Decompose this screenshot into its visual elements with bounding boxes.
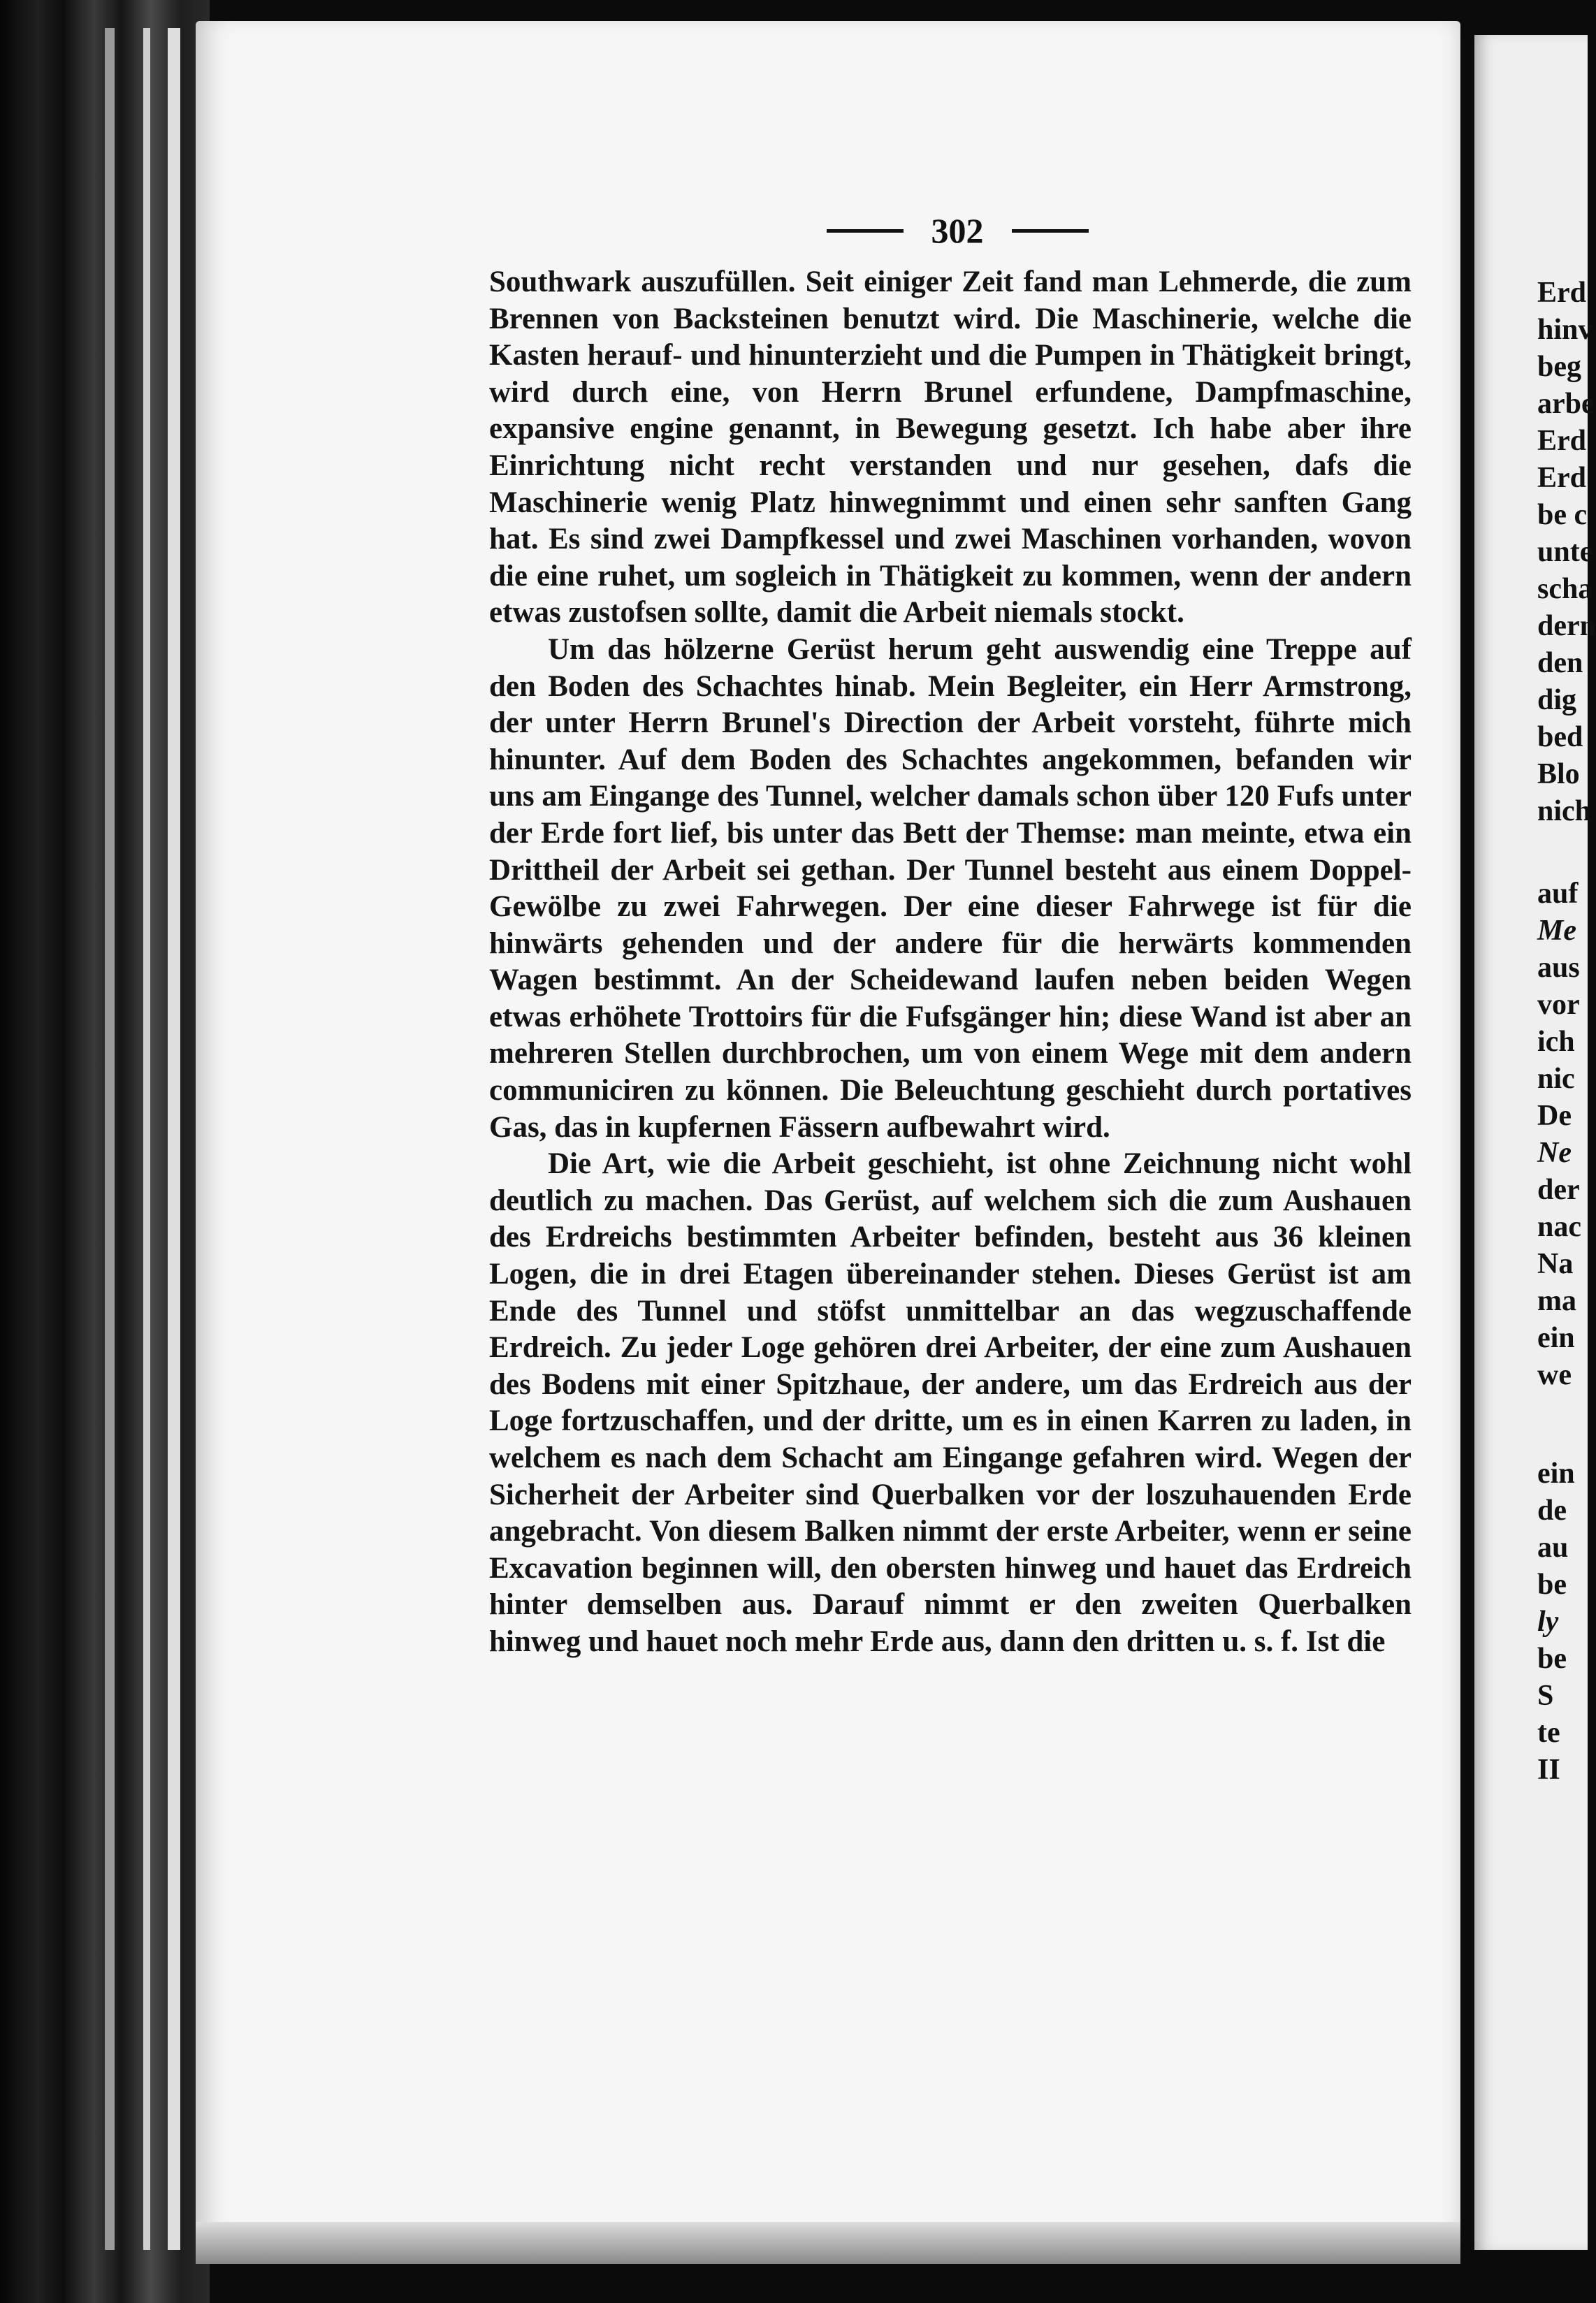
facing-fragment: te bbox=[1537, 1717, 1560, 1749]
facing-fragment: bed bbox=[1537, 721, 1583, 753]
facing-fragment: Ne bbox=[1537, 1137, 1572, 1169]
page-edge bbox=[143, 28, 150, 2250]
facing-fragment: nac bbox=[1537, 1211, 1581, 1243]
paragraph-1: Southwark auszufüllen. Seit einiger Zeit fand man Lehmerde, die zum Brennen von Backsteinen benutzt wird. Die Maschinerie, welche die Kasten herauf- und hinunterzieht und die Pumpen in Thätigkeit bringt, wird durch eine, von Herrn Brunel erfundene, Dampfmaschine, expansive engine genannt, in Bewegung gesetzt. Ich habe aber ihre Einrichtung nicht recht verstanden und nur gesehen, dafs die Maschinerie wenig Platz hinwegnimmt und einen sehr sanften Gang hat. Es sind zwei Dampfkessel und zwei Maschinen vorhanden, wovon die eine ruhet, um sogleich in Thätigkeit zu kommen, wenn der andern etwas zustofsen sollte, damit die Arbeit niemals stockt. bbox=[489, 266, 1412, 630]
page-edge bbox=[105, 28, 115, 2250]
facing-fragment: Erd bbox=[1537, 277, 1587, 309]
facing-fragment: nich bbox=[1537, 795, 1592, 827]
facing-page bbox=[1474, 35, 1596, 2250]
facing-fragment: Me bbox=[1537, 915, 1576, 947]
facing-fragment: De bbox=[1537, 1100, 1572, 1132]
facing-fragment: ma bbox=[1537, 1285, 1576, 1317]
facing-fragment: Na bbox=[1537, 1248, 1574, 1280]
header-rule-right bbox=[1012, 229, 1089, 233]
facing-fragment: be bbox=[1537, 1643, 1567, 1675]
facing-fragment: beg bbox=[1537, 351, 1581, 383]
facing-fragment: aus bbox=[1537, 952, 1580, 984]
facing-fragment: ein bbox=[1537, 1458, 1575, 1490]
facing-fragment: ich bbox=[1537, 1026, 1575, 1058]
facing-fragment: Erd bbox=[1537, 425, 1587, 457]
facing-fragment: scha bbox=[1537, 573, 1593, 605]
facing-fragment: vor bbox=[1537, 989, 1580, 1021]
facing-fragment: Blo bbox=[1537, 758, 1580, 790]
facing-fragment: S bbox=[1537, 1680, 1554, 1712]
page-number: 302 bbox=[931, 211, 984, 250]
page-header bbox=[811, 206, 1104, 255]
facing-fragment: be bbox=[1537, 1569, 1567, 1601]
facing-fragment: dig bbox=[1537, 684, 1577, 716]
facing-fragment: dern bbox=[1537, 610, 1596, 642]
facing-fragment: den bbox=[1537, 647, 1583, 679]
facing-fragment: nic bbox=[1537, 1063, 1575, 1095]
paragraph-2: Um das hölzerne Gerüst herum geht auswendig eine Treppe auf den Boden des Schachtes hinab. Mein Begleiter, ein Herr Armstrong, der unter Herrn Brunel's Direction der Arbeit vorsteht, führte mich hinunter. Auf dem Boden des Schachtes angekommen, befanden wir uns am Eingange des Tunnel, welcher damals schon über 120 Fufs unter der Erde fort lief, bis unter das Bett der Themse: man meinte, etwa ein Drittheil der Arbeit sei gethan. Der Tunnel besteht aus einem Doppel-Gewölbe zu zwei Fahrwegen. Der eine dieser Fahrwege ist für die hinwärts gehenden und der andere für die herwärts kommenden Wagen bestimmt. An der Scheidewand laufen neben beiden Wegen etwas erhöhete Trottoirs für die Fufsgänger hin; diese Wand ist aber an mehreren Stellen durchbrochen, um von einem Wege mit dem andern communiciren zu können. Die Beleuchtung geschieht durch portatives Gas, das in kupfernen Fässern aufbewahrt wird. bbox=[489, 632, 1412, 1144]
facing-fragment: ein bbox=[1537, 1322, 1575, 1354]
facing-fragment: arbe bbox=[1537, 388, 1595, 420]
page-edge bbox=[168, 28, 180, 2250]
facing-fragment: II bbox=[1537, 1754, 1560, 1786]
facing-fragment: au bbox=[1537, 1532, 1569, 1564]
facing-fragment: de bbox=[1537, 1495, 1567, 1527]
facing-fragment: we bbox=[1537, 1359, 1572, 1391]
facing-fragment: ly bbox=[1537, 1606, 1559, 1638]
facing-fragment: der bbox=[1537, 1174, 1580, 1206]
facing-fragment: unte bbox=[1537, 536, 1593, 568]
paragraph-3: Die Art, wie die Arbeit geschieht, ist ohne Zeichnung nicht wohl deutlich zu machen. Das Gerüst, auf welchem sich die zum Aushauen des Erdreichs bestimmten Arbeiter befinden, besteht aus 36 kleinen Logen, die in drei Etagen übereinander stehen. Dieses Gerüst ist am Ende des Tunnel und stöfst unmittelbar an das wegzuschaffende Erdreich. Zu jeder Loge gehören drei Arbeiter, der eine zum Aushauen des Bodens mit einer Spitzhaue, der andere, um das Erdreich aus der Loge fortzuschaffen, und der dritte, um es in einen Karren zu laden, in welchem es nach dem Schacht am Eingange gefahren wird. Wegen der Sicherheit der Arbeiter sind Querbalken vor der loszuhauenden Erde angebracht. Von diesem Balken nimmt der erste Arbeiter, wenn er seine Excavation beginnen will, den obersten hinweg und hauet das Erdreich hinter demselben aus. Darauf nimmt er den zweiten Querbalken hinweg und hauet noch mehr Erde aus, dann den dritten u. s. f. Ist die bbox=[489, 1147, 1412, 1658]
facing-fragment: hinv bbox=[1537, 314, 1593, 346]
body-text bbox=[489, 264, 1412, 1661]
facing-fragment: Erd bbox=[1537, 462, 1587, 494]
facing-fragment: be c bbox=[1537, 499, 1588, 531]
header-rule-left bbox=[827, 229, 904, 233]
facing-fragment: auf bbox=[1537, 878, 1579, 910]
page-bottom-edge bbox=[196, 2222, 1460, 2264]
